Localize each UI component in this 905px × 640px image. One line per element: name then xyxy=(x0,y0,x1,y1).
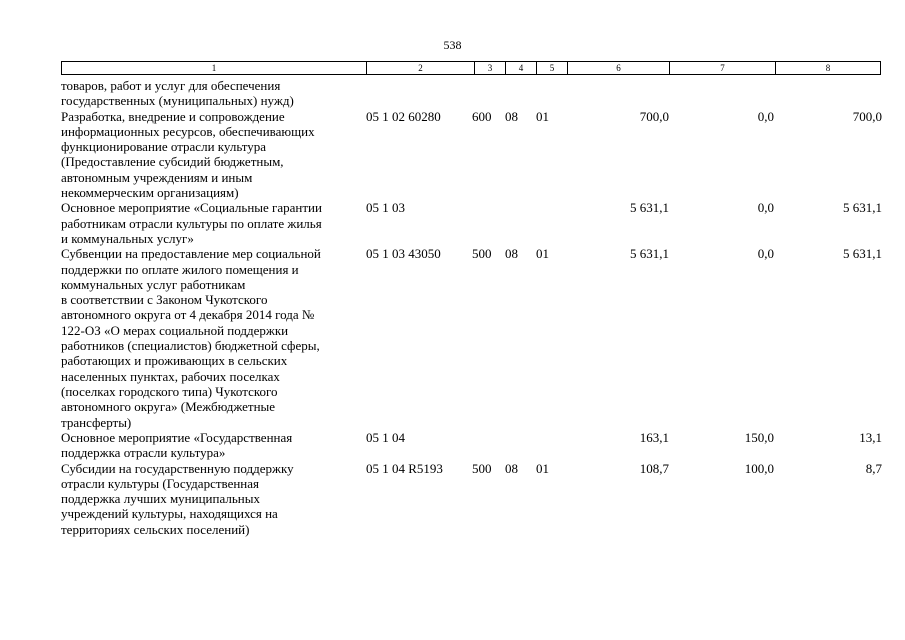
value-col-8: 5 631,1 xyxy=(843,200,882,216)
value-col-7: 0,0 xyxy=(757,108,774,124)
expense-type: 500 xyxy=(472,460,492,476)
header-col-6: 6 xyxy=(567,62,669,74)
row-description: Основное мероприятие «Социальные гарантии работникам отрасли культуры по оплате жилья и коммунальных услуг» xyxy=(61,200,322,246)
header-col-8: 8 xyxy=(775,62,880,74)
row-description: Субсидии на государственную поддержку отрасли культуры (Государственная поддержка лучших муниципальных учреждений культуры, находящихся на территориях сельских поселений) xyxy=(61,460,294,537)
section: 08 xyxy=(505,460,518,476)
header-col-5: 5 xyxy=(536,62,567,74)
header-col-3: 3 xyxy=(474,62,505,74)
row-description: товаров, работ и услуг для обеспечения государственных (муниципальных) нужд) xyxy=(61,78,294,109)
expense-type: 500 xyxy=(472,246,492,262)
page-number: 538 xyxy=(443,38,462,52)
value-col-6: 700,0 xyxy=(639,108,669,124)
budget-code: 05 1 03 xyxy=(366,200,405,216)
section: 08 xyxy=(505,246,518,262)
subsection: 01 xyxy=(536,460,549,476)
header-col-4: 4 xyxy=(505,62,536,74)
expense-type: 600 xyxy=(472,108,492,124)
value-col-7: 0,0 xyxy=(757,200,774,216)
row-description: Субвенции на предоставление мер социальной поддержки по оплате жилого помещения и коммунальных услуг работникам в соответствии с Законом Чукотского автономного округа от 4 декабря 2014 года № 122-ОЗ «О мерах социальной поддержки работников (специалистов) бюджетной сферы, работающих и проживающих в сельских населенных пунктах, рабочих поселках (поселках городского типа) Чукотского автономного округа» (Межбюджетные трансферты) xyxy=(61,246,321,430)
budget-code: 05 1 02 60280 xyxy=(366,108,441,124)
value-col-8: 13,1 xyxy=(859,429,882,445)
value-col-8: 8,7 xyxy=(865,460,882,476)
value-col-6: 5 631,1 xyxy=(630,246,669,262)
subsection: 01 xyxy=(536,246,549,262)
budget-code: 05 1 03 43050 xyxy=(366,246,441,262)
budget-code: 05 1 04 R5193 xyxy=(366,460,443,476)
section: 08 xyxy=(505,108,518,124)
row-description: Разработка, внедрение и сопровождение информационных ресурсов, обеспечивающих функционирование отрасли культура (Предоставление субсидий бюджетным, автономным учреждениям и иным некоммерческим организациям) xyxy=(61,108,315,201)
value-col-7: 150,0 xyxy=(744,429,774,445)
value-col-6: 5 631,1 xyxy=(630,200,669,216)
header-col-7: 7 xyxy=(669,62,775,74)
value-col-6: 108,7 xyxy=(639,460,669,476)
row-description: Основное мероприятие «Государственная поддержка отрасли культура» xyxy=(61,429,293,461)
value-col-8: 5 631,1 xyxy=(843,246,882,262)
subsection: 01 xyxy=(536,108,549,124)
header-col-2: 2 xyxy=(366,62,474,74)
value-col-7: 100,0 xyxy=(744,460,774,476)
value-col-7: 0,0 xyxy=(757,246,774,262)
table-header xyxy=(61,61,881,75)
header-col-1: 1 xyxy=(211,63,217,73)
budget-code: 05 1 04 xyxy=(366,429,405,445)
value-col-6: 163,1 xyxy=(639,429,669,445)
value-col-8: 700,0 xyxy=(852,108,882,124)
